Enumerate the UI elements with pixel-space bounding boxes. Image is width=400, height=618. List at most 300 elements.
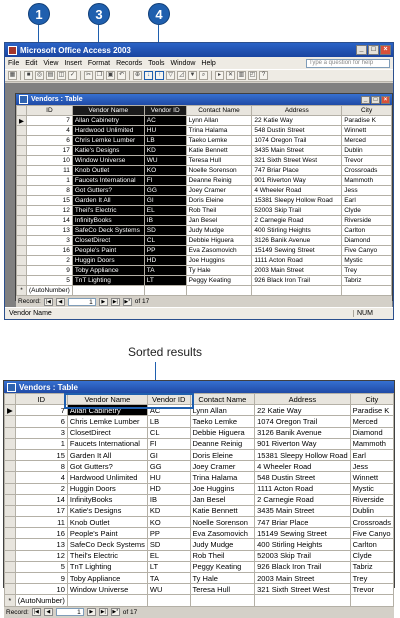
next-record-button[interactable]: ▶ [99,298,108,306]
table-cell[interactable]: KO [147,517,190,528]
row-selector[interactable] [5,517,16,528]
table-cell[interactable] [255,595,350,606]
table-cell[interactable]: 2 [27,256,73,266]
table-close-button[interactable]: × [381,96,390,104]
table-cell[interactable]: Deanne Reinig [190,438,255,449]
table-cell[interactable]: Deanne Reinig [186,176,252,186]
table-cell[interactable]: 747 Briar Place [255,517,350,528]
row-selector[interactable] [5,528,16,539]
table-cell[interactable]: Debbie Higuera [190,427,255,438]
table-cell[interactable]: Riverside [350,494,393,505]
table-cell[interactable] [144,286,186,296]
filter-by-selection-icon[interactable]: ▽ [166,71,175,80]
table-row[interactable] [5,528,394,539]
row-selector[interactable]: ▶ [5,405,16,416]
table-cell[interactable]: InfinityBooks [72,216,144,226]
new-record-row[interactable] [17,286,392,296]
sort-descending-icon[interactable]: ↑ [155,71,164,80]
row-selector[interactable] [17,186,27,196]
table-cell[interactable]: Faucets International [67,438,147,449]
table-cell[interactable]: 6 [27,136,73,146]
table-cell[interactable]: 4 Wheeler Road [255,461,350,472]
table-cell[interactable]: 3435 Main Street [252,146,342,156]
row-selector[interactable] [5,438,16,449]
row-selector-header[interactable] [17,106,27,116]
new-record-button[interactable]: ▶* [112,609,119,616]
view-icon[interactable]: ▦ [9,72,16,78]
table-cell[interactable]: 15381 Sleepy Hollow Road [252,196,342,206]
table-cell[interactable]: 22 Katie Way [252,116,342,126]
table-cell[interactable]: Taeko Lemke [186,136,252,146]
table-cell[interactable]: 1074 Oregon Trail [255,416,350,427]
row-selector[interactable] [5,416,16,427]
table-cell[interactable]: Knob Outlet [67,517,147,528]
table-cell[interactable]: HD [144,256,186,266]
table-cell[interactable]: 11 [27,166,73,176]
previous-record-button[interactable]: ◀ [56,298,65,306]
table-cell[interactable] [342,286,392,296]
table-row[interactable] [17,276,392,286]
table-cell[interactable]: 9 [15,573,67,584]
table-row[interactable] [17,126,392,136]
table-cell[interactable]: Crossroads [342,166,392,176]
table-cell[interactable]: Chris Lemke Lumber [72,136,144,146]
row-selector[interactable] [17,246,27,256]
last-record-button[interactable]: ▶| [100,609,106,616]
table-cell[interactable]: Crossroads [350,517,393,528]
table-cell[interactable]: 12 [15,550,67,561]
table-cell[interactable]: 5 [27,276,73,286]
row-selector[interactable] [17,156,27,166]
row-selector[interactable] [17,126,27,136]
table-cell[interactable]: 7 [15,405,67,416]
table-cell[interactable]: 11 [15,517,67,528]
table-cell[interactable] [186,286,252,296]
table-cell[interactable] [67,595,147,606]
table-cell[interactable]: PP [147,528,190,539]
table-cell[interactable]: 13 [15,539,67,550]
table-row[interactable] [17,206,392,216]
table-cell[interactable]: Winnett [342,126,392,136]
table-cell[interactable]: Teresa Hull [186,156,252,166]
table-cell[interactable]: Eva Zasomovich [190,528,255,539]
column-header-id[interactable]: ID [15,394,67,405]
table-cell[interactable]: Katie Bennett [186,146,252,156]
table-cell[interactable]: Joe Huggins [190,483,255,494]
table-row[interactable] [5,405,394,416]
insert-hyperlink-icon[interactable]: ⊕ [134,72,141,78]
table-cell[interactable]: InfinityBooks [67,494,147,505]
table-cell[interactable]: Noelle Sorenson [186,166,252,176]
table-cell[interactable]: Garden It All [67,449,147,460]
table-row[interactable] [17,236,392,246]
table-cell[interactable]: Winnett [350,472,393,483]
column-header-vendor-id[interactable]: Vendor ID [147,394,190,405]
table-cell[interactable]: TA [147,573,190,584]
table-row[interactable] [17,136,392,146]
table-cell[interactable]: Peggy Keating [186,276,252,286]
table-cell[interactable]: EL [147,550,190,561]
table-cell[interactable]: 1111 Acton Road [255,483,350,494]
table-row[interactable] [17,146,392,156]
table-cell[interactable]: People's Paint [72,246,144,256]
table-cell[interactable]: 1074 Oregon Trail [252,136,342,146]
table-cell[interactable]: 3 [15,427,67,438]
row-selector[interactable] [17,266,27,276]
table-cell[interactable]: Katie's Designs [72,146,144,156]
row-selector[interactable] [17,196,27,206]
menu-edit[interactable]: Edit [25,59,38,67]
table-cell[interactable]: Eva Zasomovich [186,246,252,256]
minimize-button[interactable]: _ [356,45,367,55]
table-cell[interactable]: TnT Lighting [72,276,144,286]
column-header-contact-name[interactable]: Contact Name [186,106,252,116]
table-cell[interactable]: Diamond [342,236,392,246]
table-cell[interactable]: Garden It All [72,196,144,206]
table-row[interactable] [5,438,394,449]
column-header-city[interactable]: City [342,106,392,116]
table-cell[interactable]: Paradise K [342,116,392,126]
table-row[interactable] [5,416,394,427]
table-cell[interactable]: People's Paint [67,528,147,539]
table-cell[interactable]: GG [144,186,186,196]
table-row[interactable] [5,584,394,595]
row-selector[interactable] [17,166,27,176]
table-cell[interactable]: GG [147,461,190,472]
table-cell[interactable]: 1111 Acton Road [252,256,342,266]
row-selector[interactable] [17,216,27,226]
new-record-selector[interactable]: * [5,595,16,606]
table-cell[interactable]: Doris Eleine [186,196,252,206]
table-cell[interactable]: LT [147,561,190,572]
menu-window[interactable]: Window [170,59,196,67]
table-cell[interactable]: Dublin [350,505,393,516]
table-cell[interactable]: 2 Carnegie Road [255,494,350,505]
table-cell[interactable]: Debbie Higuera [186,236,252,246]
table-cell[interactable]: Rob Theil [186,206,252,216]
table-cell[interactable]: SD [147,539,190,550]
table-row[interactable] [17,256,392,266]
undo-icon[interactable]: ↶ [118,72,125,78]
table-cell[interactable]: Joey Cramer [190,461,255,472]
table-cell[interactable]: Huggin Doors [72,256,144,266]
table-cell[interactable]: 3126 Banik Avenue [252,236,342,246]
column-header-id[interactable]: ID [27,106,73,116]
table-cell[interactable]: Carlton [342,226,392,236]
table-cell[interactable]: 16 [27,246,73,256]
table-row[interactable] [5,550,394,561]
table-cell[interactable]: 6 [15,416,67,427]
table-cell[interactable]: Riverside [342,216,392,226]
table-cell[interactable]: WU [147,584,190,595]
table-cell[interactable]: HD [147,483,190,494]
table-cell[interactable]: Katie's Designs [67,505,147,516]
new-record-selector[interactable]: * [17,286,27,296]
column-header-address[interactable]: Address [252,106,342,116]
table-cell[interactable]: Ty Hale [186,266,252,276]
table-row[interactable] [5,517,394,528]
table-cell[interactable]: 548 Dustin Street [252,126,342,136]
table-cell[interactable]: Trina Halama [186,126,252,136]
table-row[interactable] [5,539,394,550]
first-record-button[interactable]: |◀ [45,298,51,305]
spelling-icon[interactable]: ✓ [69,72,76,78]
row-selector[interactable] [5,505,16,516]
table-cell[interactable]: Trevor [350,584,393,595]
table-row[interactable] [5,427,394,438]
row-selector-header[interactable] [5,394,16,405]
table-cell[interactable]: Theil's Electric [67,550,147,561]
table-cell[interactable]: Window Universe [72,156,144,166]
table-cell[interactable]: 8 [15,461,67,472]
print-preview-icon[interactable]: ◫ [58,72,65,78]
column-header-vendor-id[interactable]: Vendor ID [144,106,186,116]
table-cell[interactable]: 2 Carnegie Road [252,216,342,226]
table-cell[interactable] [350,595,393,606]
table-row[interactable] [17,196,392,206]
table-cell[interactable]: Merced [342,136,392,146]
table-row[interactable] [17,246,392,256]
help-icon[interactable]: ? [259,71,268,80]
table-cell[interactable] [190,595,255,606]
new-record-icon[interactable]: ▸ [215,71,224,80]
row-selector[interactable] [5,584,16,595]
table-cell[interactable]: HU [144,126,186,136]
table-cell[interactable]: CL [147,427,190,438]
table-cell[interactable]: Knob Outlet [72,166,144,176]
last-record-button[interactable]: ▶| [112,298,118,305]
table-cell[interactable]: 52003 Skip Trail [255,550,350,561]
table-cell[interactable]: 5 [15,561,67,572]
table-cell[interactable]: Hardwood Unlimited [72,126,144,136]
table-cell[interactable]: Judy Mudge [186,226,252,236]
table-cell[interactable]: 926 Black Iron Trail [255,561,350,572]
table-row[interactable] [5,449,394,460]
table-cell[interactable]: 10 [15,584,67,595]
table-minimize-button[interactable]: _ [361,96,370,104]
table-cell[interactable]: Trey [350,573,393,584]
row-selector[interactable] [17,146,27,156]
table-cell[interactable]: Trina Halama [190,472,255,483]
table-cell[interactable]: Got Gutters? [67,461,147,472]
table-cell[interactable]: IB [144,216,186,226]
table-cell[interactable]: Faucets International [72,176,144,186]
table-cell[interactable] [147,595,190,606]
copy-icon[interactable]: ❐ [96,72,103,78]
table-cell[interactable]: Earl [350,449,393,460]
row-selector[interactable]: ▶ [17,116,27,126]
previous-record-button[interactable]: ◀ [44,608,53,616]
table-cell[interactable]: Toby Appliance [72,266,144,276]
row-selector[interactable] [17,206,27,216]
table-cell[interactable]: Jan Besel [190,494,255,505]
row-selector[interactable] [5,494,16,505]
table-row[interactable] [5,472,394,483]
table-cell[interactable]: 15 [27,196,73,206]
table-cell[interactable]: Tabriz [350,561,393,572]
row-selector[interactable] [5,472,16,483]
table-row[interactable] [17,176,392,186]
table-cell[interactable]: Allan Cabinetry [67,405,147,416]
table-cell[interactable]: Five Canyo [350,528,393,539]
table-cell[interactable]: 1 [27,176,73,186]
row-selector[interactable] [5,573,16,584]
close-button[interactable]: × [380,45,391,55]
current-record-field[interactable]: 1 [56,608,84,616]
table-cell[interactable]: Huggin Doors [67,483,147,494]
table-cell[interactable]: LT [144,276,186,286]
first-record-button[interactable]: |◀ [33,609,39,616]
column-header-contact-name[interactable]: Contact Name [190,394,255,405]
menu-format[interactable]: Format [87,59,111,67]
table-cell[interactable]: Carlton [350,539,393,550]
row-selector[interactable] [5,461,16,472]
row-selector[interactable] [5,539,16,550]
table-cell[interactable]: 321 Sixth Street West [255,584,350,595]
table-cell[interactable]: Tabriz [342,276,392,286]
table-cell[interactable]: ClosetDirect [67,427,147,438]
table-cell[interactable]: Diamond [350,427,393,438]
next-record-button[interactable]: ▶ [87,608,96,616]
table-cell[interactable]: 3435 Main Street [255,505,350,516]
table-maximize-button[interactable]: □ [371,96,380,104]
table-cell[interactable]: Paradise K [350,405,393,416]
paste-icon[interactable]: ▣ [107,72,114,78]
table-cell[interactable]: EL [144,206,186,216]
delete-record-icon[interactable]: ✕ [227,72,234,78]
table-row[interactable] [5,461,394,472]
table-cell[interactable]: Teresa Hull [190,584,255,595]
column-header-address[interactable]: Address [255,394,350,405]
table-row[interactable] [5,494,394,505]
table-row[interactable] [5,561,394,572]
table-cell[interactable]: Chris Lemke Lumber [67,416,147,427]
table-cell[interactable]: FI [147,438,190,449]
table-cell[interactable]: 2 [15,483,67,494]
table-row[interactable] [17,266,392,276]
table-cell[interactable]: 901 Riverton Way [255,438,350,449]
menu-help[interactable]: Help [201,59,216,67]
table-cell[interactable]: LB [147,416,190,427]
table-cell[interactable]: Hardwood Unlimited [67,472,147,483]
table-cell[interactable]: Mystic [342,256,392,266]
table-cell[interactable]: Mammoth [350,438,393,449]
cut-icon[interactable]: ✂ [85,72,92,78]
column-header-vendor-name[interactable]: Vendor Name [67,394,147,405]
table-cell[interactable]: CL [144,236,186,246]
table-cell[interactable]: PP [144,246,186,256]
table-cell[interactable]: Mammoth [342,176,392,186]
table-cell[interactable]: 4 [27,126,73,136]
table-cell[interactable]: TA [144,266,186,276]
table-cell[interactable]: 8 [27,186,73,196]
table-cell[interactable]: 15381 Sleepy Hollow Road [255,449,350,460]
table-cell[interactable]: 747 Briar Place [252,166,342,176]
table-cell[interactable]: Katie Bennett [190,505,255,516]
table-cell[interactable]: 2003 Main Street [255,573,350,584]
table-cell[interactable]: Judy Mudge [190,539,255,550]
table-cell[interactable]: KO [144,166,186,176]
table-cell[interactable]: HU [147,472,190,483]
table-cell[interactable]: Mystic [350,483,393,494]
table-cell[interactable]: Five Canyo [342,246,392,256]
sort-ascending-icon[interactable]: ↓ [144,71,153,80]
table-cell[interactable]: WU [144,156,186,166]
table-row[interactable] [17,186,392,196]
column-header-vendor-name[interactable]: Vendor Name [72,106,144,116]
table-cell[interactable]: 400 Stirling Heights [255,539,350,550]
maximize-button[interactable]: □ [368,45,379,55]
table-cell[interactable]: 12 [27,206,73,216]
search-icon[interactable]: ◎ [36,72,43,78]
table-cell[interactable]: Doris Eleine [190,449,255,460]
table-cell[interactable]: Clyde [350,550,393,561]
table-cell[interactable]: Dublin [342,146,392,156]
apply-filter-icon[interactable]: ▼ [189,72,196,78]
find-icon[interactable]: ⌕ [199,71,208,80]
table-cell[interactable]: 321 Sixth Street West [252,156,342,166]
table-cell[interactable]: IB [147,494,190,505]
menu-records[interactable]: Records [116,59,143,67]
table-cell[interactable]: Jess [350,461,393,472]
table-cell[interactable]: 926 Black Iron Trail [252,276,342,286]
table-cell[interactable]: Jess [342,186,392,196]
menu-file[interactable]: File [8,59,20,67]
table-cell[interactable]: Ty Hale [190,573,255,584]
table-cell[interactable]: 3126 Banik Avenue [255,427,350,438]
table-cell[interactable]: Clyde [342,206,392,216]
table-cell[interactable]: TnT Lighting [67,561,147,572]
table-cell[interactable]: Taeko Lemke [190,416,255,427]
table-cell[interactable] [252,286,342,296]
table-row[interactable] [5,573,394,584]
new-record-row[interactable] [5,595,394,606]
table-cell[interactable]: Lynn Allan [190,405,255,416]
table-cell[interactable]: AC [147,405,190,416]
table-cell[interactable]: 400 Stirling Heights [252,226,342,236]
save-icon[interactable]: ■ [24,71,33,80]
autonumber-cell[interactable]: (AutoNumber) [15,595,67,606]
database-window-icon[interactable]: ▥ [238,72,245,78]
table-cell[interactable]: GI [147,449,190,460]
table-row[interactable] [5,505,394,516]
table-cell[interactable]: LB [144,136,186,146]
table-cell[interactable]: Joey Cramer [186,186,252,196]
help-question-input[interactable]: Type a question for help [306,59,390,68]
table-cell[interactable]: 13 [27,226,73,236]
table-cell[interactable]: SafeCo Deck Systems [72,226,144,236]
table-cell[interactable]: 15149 Sewing Street [255,528,350,539]
table-cell[interactable]: KD [147,505,190,516]
table-cell[interactable]: 14 [27,216,73,226]
table-row[interactable] [17,116,392,126]
table-cell[interactable]: 10 [27,156,73,166]
table-row[interactable] [17,226,392,236]
table-cell[interactable]: Jan Besel [186,216,252,226]
table-cell[interactable]: AC [144,116,186,126]
table-cell[interactable]: Merced [350,416,393,427]
table-cell[interactable]: Joe Huggins [186,256,252,266]
table-cell[interactable]: 22 Katie Way [255,405,350,416]
table-cell[interactable]: Trey [342,266,392,276]
menu-view[interactable]: View [43,59,59,67]
new-record-button[interactable]: ▶* [124,298,131,305]
table-cell[interactable]: 52003 Skip Trail [252,206,342,216]
table-cell[interactable]: 1 [15,438,67,449]
row-selector[interactable] [17,136,27,146]
table-cell[interactable]: 15149 Sewing Street [252,246,342,256]
table-cell[interactable]: ClosetDirect [72,236,144,246]
